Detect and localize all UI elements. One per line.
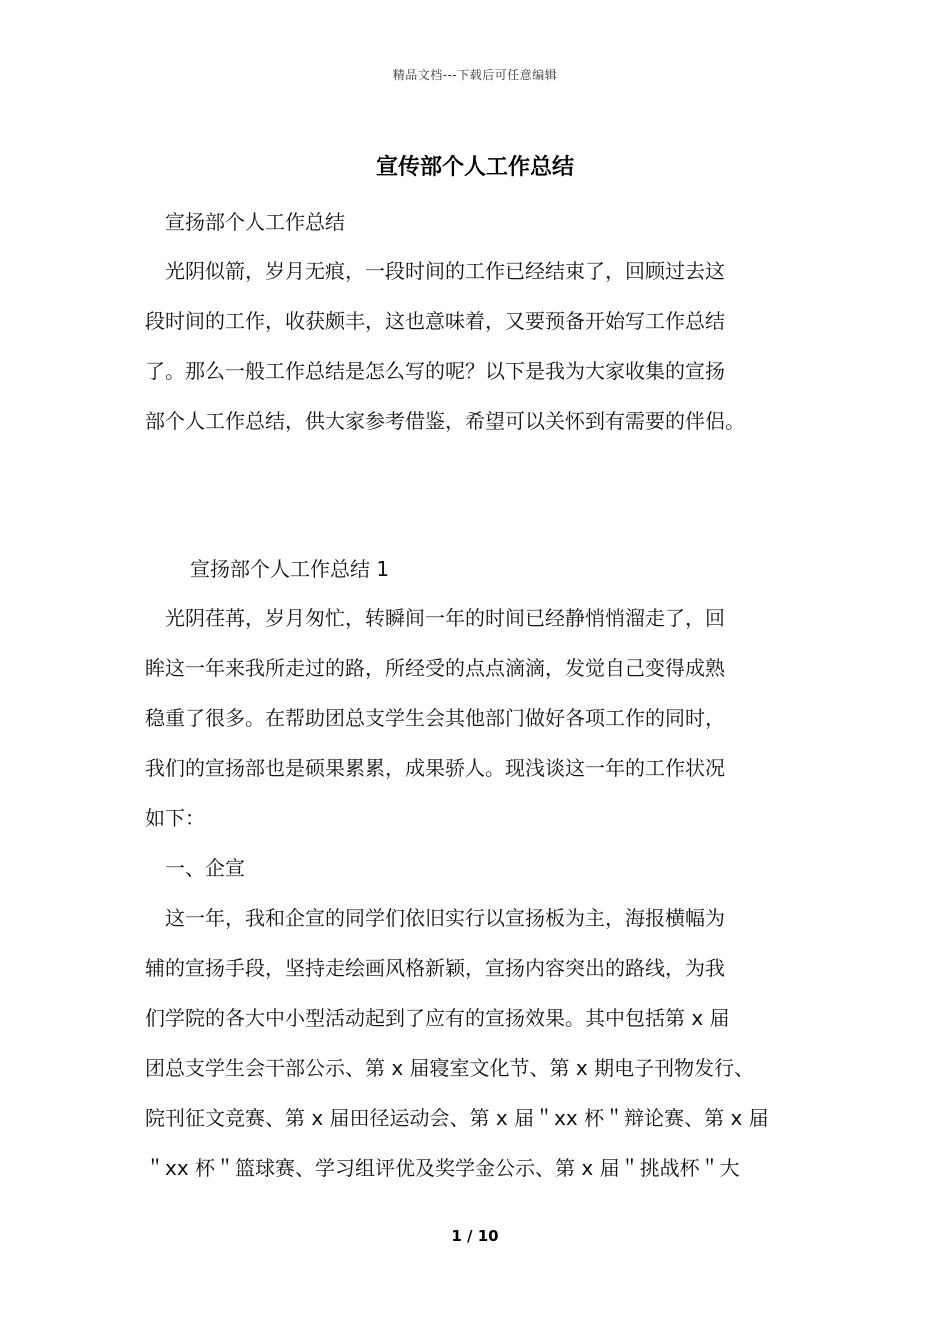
intro-line-3: 了。那么一般工作总结是怎么写的呢？以下是我为大家收集的宣扬 [145, 359, 725, 383]
section1-line-5: 如下： [145, 806, 205, 830]
section1-line-1: 光阴荏苒，岁月匆忙，转瞬间一年的时间已经静悄悄溜走了，回 [165, 606, 725, 630]
para2-line-2: 辅的宣扬手段，坚持走绘画风格新颖，宣扬内容突出的路线，为我 [145, 956, 725, 980]
intro-line-4: 部个人工作总结，供大家参考借鉴，希望可以关怀到有需要的伴侣。 [145, 409, 745, 433]
para2-line-1: 这一年，我和企宣的同学们依旧实行以宣扬板为主，海报横幅为 [165, 906, 725, 930]
page-header: 精品文档---下载后可任意编辑 [392, 68, 558, 82]
page-number: 1 / 10 [451, 1227, 499, 1245]
subheading-qixuan: 一、企宣 [165, 856, 245, 880]
intro-line-1: 光阴似箭，岁月无痕，一段时间的工作已经结束了，回顾过去这 [165, 259, 725, 283]
para2-line-5: 院刊征文竞赛、第 x 届田径运动会、第 x 届＂xx 杯＂辩论赛、第 x 届 [145, 1106, 769, 1130]
section1-line-2: 眸这一年来我所走过的路，所经受的点点滴滴，发觉自己变得成熟 [145, 656, 725, 680]
section1-line-4: 我们的宣扬部也是硕果累累，成果骄人。现浅谈这一年的工作状况 [145, 756, 725, 780]
document-subtitle: 宣扬部个人工作总结 [165, 210, 345, 234]
section1-heading: 宣扬部个人工作总结 1 [190, 557, 390, 581]
section1-line-3: 稳重了很多。在帮助团总支学生会其他部门做好各项工作的同时， [145, 706, 725, 730]
para2-line-6: ＂xx 杯＂篮球赛、学习组评优及奖学金公示、第 x 届＂挑战杯＂大 [145, 1156, 740, 1180]
document-title: 宣传部个人工作总结 [375, 155, 574, 180]
intro-line-2: 段时间的工作，收获颇丰，这也意味着，又要预备开始写工作总结 [145, 309, 725, 333]
para2-line-4: 团总支学生会干部公示、第 x 届寝室文化节、第 x 期电子刊物发行、 [145, 1056, 755, 1080]
para2-line-3: 们学院的各大中小型活动起到了应有的宣扬效果。其中包括第 x 届 [145, 1006, 730, 1030]
